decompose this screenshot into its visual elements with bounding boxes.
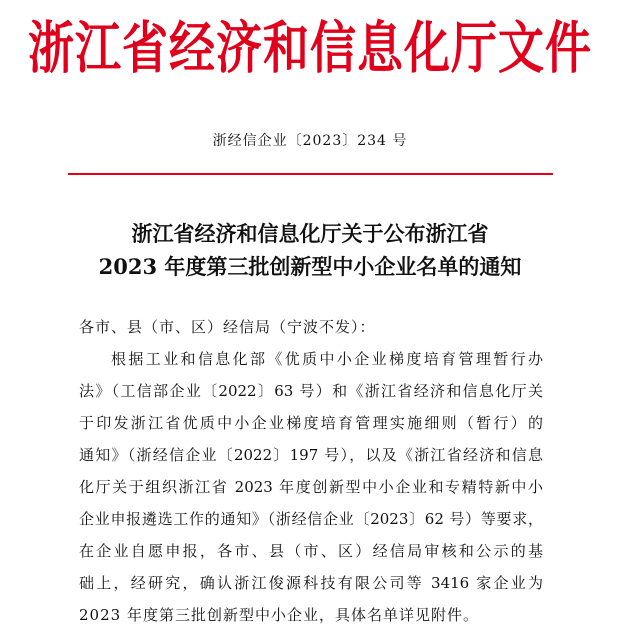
body-line-3: 于印发浙江省优质中小企业梯度培育管理实施细则（暂行）的 xyxy=(79,414,543,432)
body-line-1: 根据工业和信息化部《优质中小企业梯度培育管理暂行办 xyxy=(111,350,543,368)
body-line-8: 础上，经研究，确认浙江俊源科技有限公司等 3416 家企业为 xyxy=(79,574,543,592)
issuing-authority-header: 浙江省经济和信息化厅文件 xyxy=(28,15,592,81)
body-line-6: 企业申报遴选工作的通知》（浙经信企业〔2023〕62 号）等要求， xyxy=(79,510,543,528)
body-line-4: 通知》（浙经信企业〔2022〕197 号），以及《浙江省经济和信息 xyxy=(79,446,543,464)
body-line-9: 2023 年度第三批创新型中小企业，具体名单详见附件。 xyxy=(79,606,479,624)
document-number: 浙经信企业〔2023〕234 号 xyxy=(212,133,408,149)
red-separator-line xyxy=(68,173,553,175)
addressee: 各市、县（市、区）经信局（宁波不发）： xyxy=(79,318,376,336)
body-line-7: 在企业自愿申报，各市、县（市、区）经信局审核和公示的基 xyxy=(79,542,543,560)
body-line-5: 化厅关于组织浙江省 2023 年度创新型中小企业和专精特新中小 xyxy=(79,478,543,496)
notice-title-line-1: 浙江省经济和信息化厅关于公布浙江省 xyxy=(131,221,489,246)
notice-title-line-2: 2023 年度第三批创新型中小企业名单的通知 xyxy=(98,254,522,279)
body-line-2: 法》（工信部企业〔2022〕63 号）和《浙江省经济和信息化厅关 xyxy=(79,382,543,400)
